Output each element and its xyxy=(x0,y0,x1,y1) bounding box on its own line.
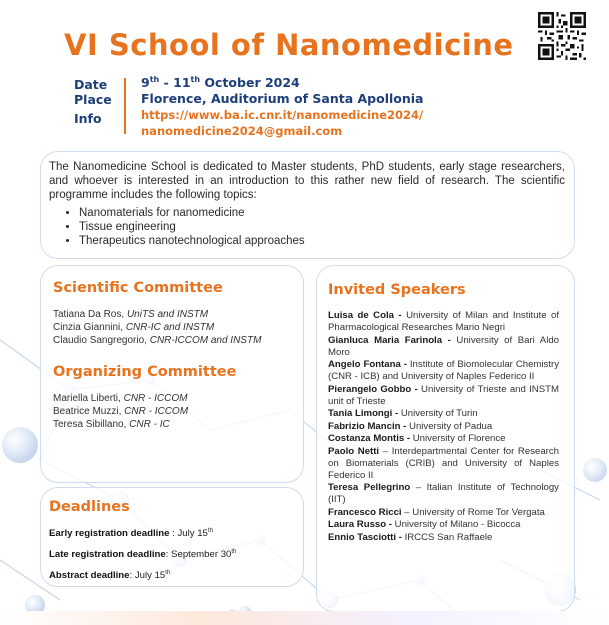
speaker-item: Tania Limongi - University of Turin xyxy=(328,408,478,419)
deadlines-heading: Deadlines xyxy=(49,499,130,515)
speaker-item: Luisa de Cola - University of Milan and Institute of Pharmacological Researches Mario Negri xyxy=(328,310,559,333)
speaker-item: Fabrizio Mancin - University of Padua xyxy=(328,420,493,432)
event-info-values xyxy=(141,75,424,139)
speaker-item: Costanza Montis - University of Florence xyxy=(328,433,506,444)
invited-speakers-heading: Invited Speakers xyxy=(328,282,466,298)
topics-list xyxy=(65,206,305,248)
bottom-decoration xyxy=(0,611,609,625)
deadline-item: Early registration deadline : July 15th xyxy=(49,528,213,539)
speakers-panel xyxy=(316,265,575,612)
intro-text: The Nanomedicine School is dedicated to Master students, PhD students, early stage researchers, and whoever is interested in an introduction to this rather new field of research. The scientific programme includes the following topics: xyxy=(49,161,565,201)
committee-member: Mariella Liberti, CNR - ICCOM xyxy=(53,393,188,404)
deadlines-panel xyxy=(40,487,304,587)
committee-member: Tatiana Da Ros, UniTS and INSTM xyxy=(53,309,209,320)
topic-item: • Nanomaterials for nanomedicine xyxy=(79,206,305,220)
committee-member: Teresa Sibillano, CNR - IC xyxy=(53,419,170,430)
topic-item: • Tissue engineering xyxy=(79,220,305,234)
poster-title: VI School of Nanomedicine xyxy=(64,28,514,62)
organizing-committee-heading: Organizing Committee xyxy=(53,364,237,380)
committee-member: Beatrice Muzzi, CNR - ICCOM xyxy=(53,406,189,417)
deadline-item: Abstract deadline: July 15th xyxy=(49,570,171,581)
event-place: Florence, Auditorium of Santa Apollonia xyxy=(141,91,424,106)
deadlines-list xyxy=(49,528,236,591)
date-label: Date xyxy=(74,77,108,92)
qr-code-icon[interactable] xyxy=(538,12,586,60)
email-link[interactable]: nanomedicine2024@gmail.com xyxy=(141,124,343,138)
info-label: Info xyxy=(74,111,102,126)
speaker-item: Francesco Ricci – University of Rome Tor Vergata xyxy=(328,506,545,518)
website-link[interactable]: https://www.ba.ic.cnr.it/nanomedicine2024/ xyxy=(141,108,424,122)
speakers-list xyxy=(328,310,559,544)
deadline-item: Late registration deadline: September 30th xyxy=(49,549,237,560)
speaker-item: Ennio Tasciotti - IRCCS San Raffaele xyxy=(328,531,493,543)
speaker-item: Angelo Fontana - Institute of Biomolecular Chemistry (CNR - ICB) and University of Naples Federico II xyxy=(328,359,559,382)
scientific-committee-list xyxy=(53,308,261,347)
speaker-item: Pierangelo Gobbo - University of Trieste and INSTM unit of Trieste xyxy=(328,383,559,407)
organizing-committee-list xyxy=(53,392,188,431)
intro-panel xyxy=(40,151,575,259)
committees-panel xyxy=(40,265,304,483)
speaker-item: Paolo Netti – Interdepartmental Center for Research on Biomaterials (CRIB) and University of Naples Federico II xyxy=(328,445,559,481)
event-date: 9th - 11th October 2024 xyxy=(141,75,300,90)
speaker-item: Gianluca Maria Farinola - University of Bari Aldo Moro xyxy=(328,334,560,358)
scientific-committee-heading: Scientific Committee xyxy=(53,280,223,296)
speaker-item: Teresa Pellegrino – Italian Institute of Technology (IIT) xyxy=(328,482,559,505)
place-label: Place xyxy=(74,92,112,107)
topic-item: • Therapeutics nanotechnological approaches xyxy=(79,234,305,248)
info-divider xyxy=(124,78,126,134)
speaker-item: Laura Russo - University of Milano - Bicocca xyxy=(328,519,521,530)
event-info-labels xyxy=(74,77,112,126)
committee-member: Claudio Sangregorio, CNR-ICCOM and INSTM xyxy=(53,335,262,346)
committee-member: Cinzia Giannini, CNR-IC and INSTM xyxy=(53,322,215,333)
